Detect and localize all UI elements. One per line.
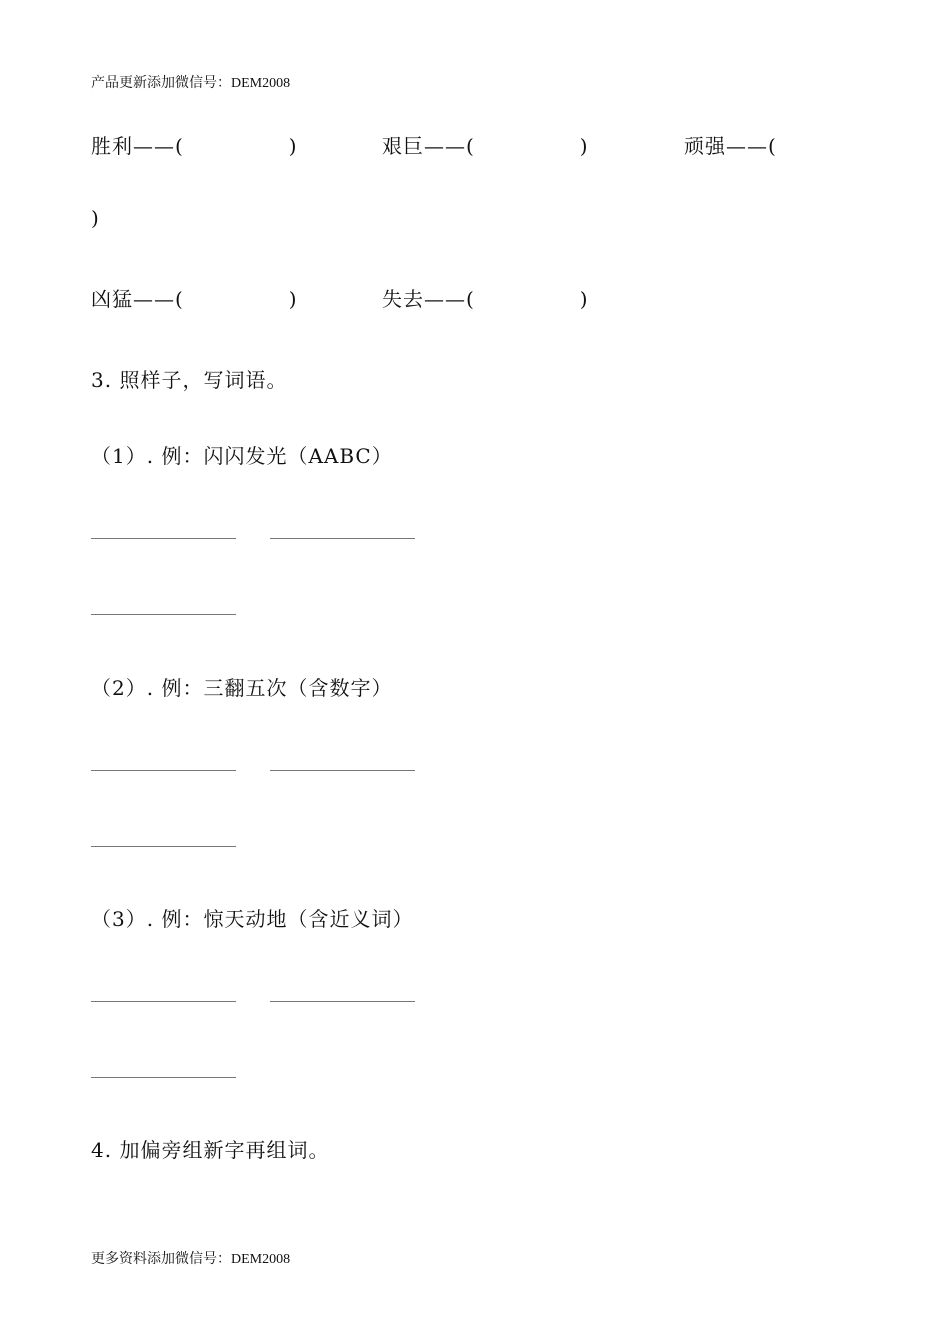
- answer-line[interactable]: [270, 538, 415, 539]
- answer-line[interactable]: [91, 538, 236, 539]
- antonym-item: 失去——( ): [382, 287, 589, 311]
- antonym-item: 凶猛——( ): [91, 287, 298, 311]
- answer-line[interactable]: [91, 614, 236, 615]
- question-3-item-1-label: （1）. 例：闪闪发光（AABC）: [91, 444, 393, 468]
- answer-line[interactable]: [91, 770, 236, 771]
- antonym-item: 顽强——(: [684, 134, 777, 158]
- answer-line[interactable]: [270, 1001, 415, 1002]
- antonym-item: 艰巨——( ): [382, 134, 589, 158]
- question-3-item-2-label: （2）. 例：三翻五次（含数字）: [91, 676, 393, 700]
- page-header: 产品更新添加微信号：DEM2008: [91, 76, 291, 91]
- antonym-item: 胜利——( ): [91, 134, 298, 158]
- antonym-continuation: ): [91, 206, 100, 230]
- question-4-title: 4. 加偏旁组新字再组词。: [91, 1138, 330, 1162]
- answer-line[interactable]: [270, 770, 415, 771]
- question-3-title: 3. 照样子，写词语。: [91, 368, 288, 392]
- answer-line[interactable]: [91, 1077, 236, 1078]
- answer-line[interactable]: [91, 1001, 236, 1002]
- page-footer: 更多资料添加微信号：DEM2008: [91, 1252, 291, 1267]
- answer-line[interactable]: [91, 846, 236, 847]
- question-3-item-3-label: （3）. 例：惊天动地（含近义词）: [91, 907, 414, 931]
